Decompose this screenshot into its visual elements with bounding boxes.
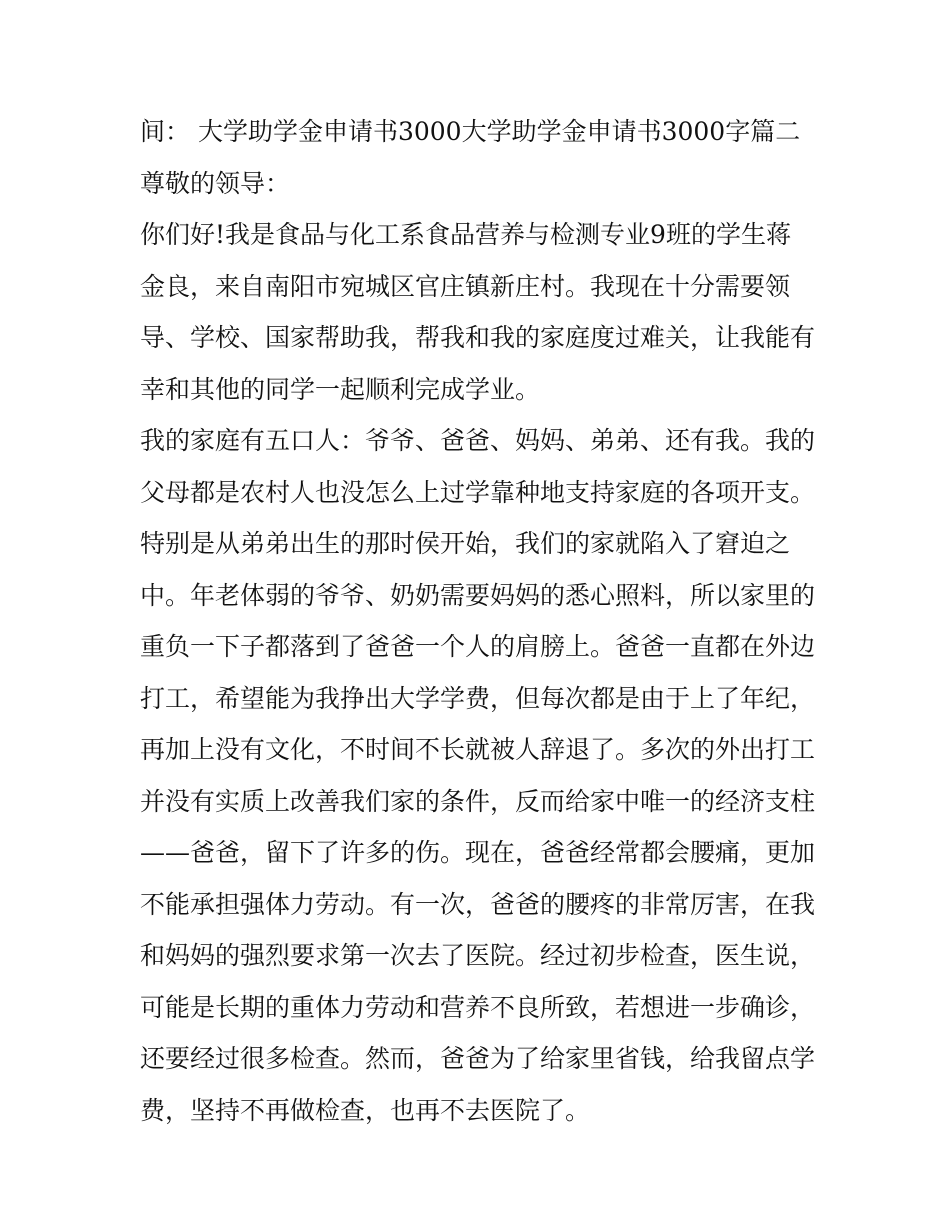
text-line-18: 可能是长期的重体力劳动和营养不良所致，若想进一步确诊， [140,992,816,1022]
text-line-4: 金良，来自南阳市宛城区官庄镇新庄村。我现在十分需要领 [140,271,791,301]
text-line-12: 打工，希望能为我挣出大学学费，但每次都是由于上了年纪， [140,683,816,713]
text-line-11: 重负一下子都落到了爸爸一个人的肩膀上。爸爸一直都在外边 [140,632,816,661]
text-line-20: 费，坚持不再做检查，也再不去医院了。 [140,1095,591,1125]
text-line-6: 幸和其他的同学一起顺利完成学业。 [140,374,541,404]
text-line-13: 再加上没有文化，不时间不长就被人辞退了。多次的外出打工 [140,735,816,764]
text-line-17: 和妈妈的强烈要求第一次去了医院。经过初步检查，医生说， [140,941,816,970]
text-line-5: 导、学校、国家帮助我，帮我和我的家庭度过难关，让我能有 [140,323,816,352]
text-line-16: 不能承担强体力劳动。有一次，爸爸的腰疼的非常厉害，在我 [140,889,816,919]
text-line-19: 还要经过很多检查。然而，爸爸为了给家里省钱，给我留点学 [140,1044,816,1073]
text-line-8: 父母都是农村人也没怎么上过学靠种地支持家庭的各项开支。 [140,477,816,507]
text-line-3: 你们好!我是食品与化工系食品营养与检测专业9班的学生蒋 [140,220,791,249]
text-line-10: 中。年老体弱的爷爷、奶奶需要妈妈的悉心照料，所以家里的 [140,580,816,610]
text-line-14: 并没有实质上改善我们家的条件，反而给家中唯一的经济支柱 [140,786,816,816]
text-line-1: 间： 大学助学金申请书3000大学助学金申请书3000字篇二 [140,117,801,146]
text-line-15: ——爸爸，留下了许多的伤。现在，爸爸经常都会腰痛，更加 [140,838,816,867]
body-text [140,106,820,1136]
text-line-2: 尊敬的领导： [140,168,291,198]
text-line-9: 特别是从弟弟出生的那时侯开始，我们的家就陷入了窘迫之 [140,529,791,558]
text-line-7: 我的家庭有五口人：爷爷、爸爸、妈妈、弟弟、还有我。我的 [140,426,816,455]
